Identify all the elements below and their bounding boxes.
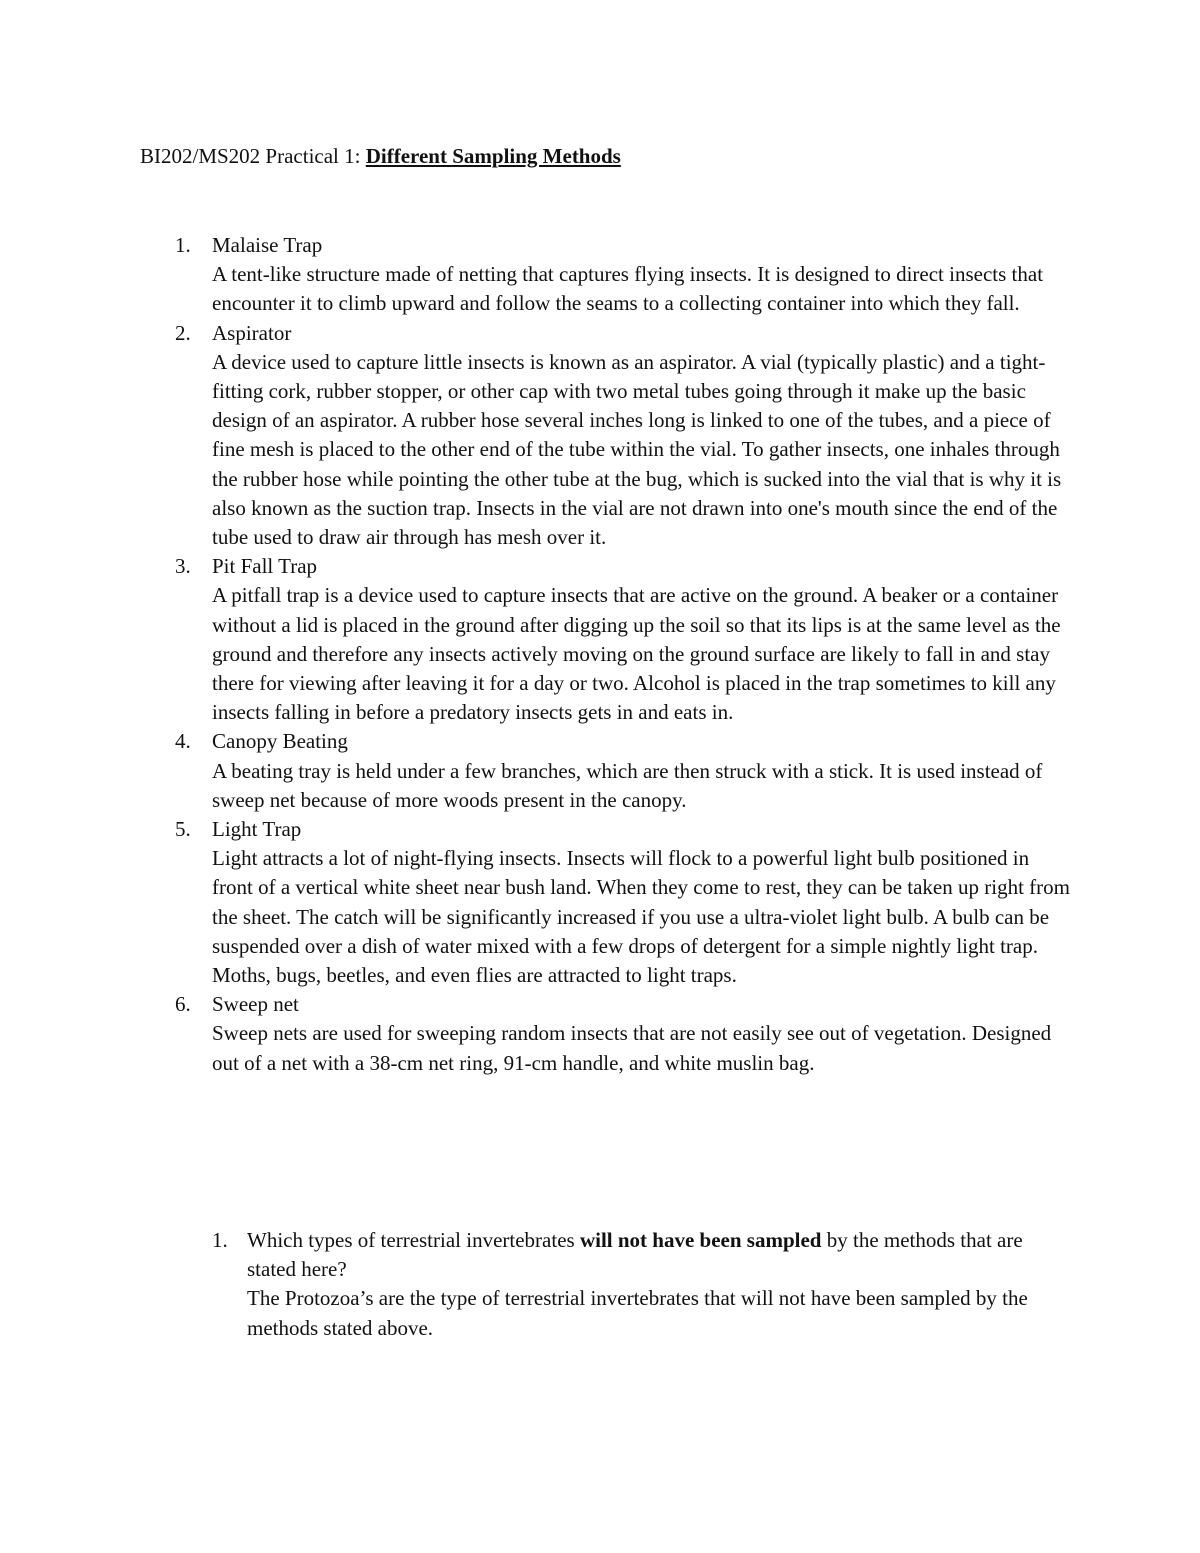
question-text bbox=[247, 1228, 1023, 1281]
list-item bbox=[140, 552, 1070, 727]
list-item bbox=[140, 319, 1070, 553]
list-item bbox=[140, 231, 1070, 319]
method-name: Malaise Trap bbox=[212, 233, 323, 257]
method-name: Pit Fall Trap bbox=[212, 554, 318, 579]
method-description: A pitfall trap is a device used to capture insects that are active on the ground. A beaker or a container without a lid is placed in the ground after digging up the soil so that its lips is at the same level as the ground and therefore any insects actively moving on the ground surface are likely to fall in and stay there for viewing after leaving it for a day or two. Alcohol is placed in the trap sometimes to kill any insects falling in before a predatory insects gets in and eats in. bbox=[212, 583, 1061, 725]
title-prefix: BI202/MS202 Practical 1: bbox=[140, 144, 366, 168]
list-item-number: 4. bbox=[175, 729, 191, 754]
method-name: Aspirator bbox=[212, 320, 292, 345]
list-item bbox=[140, 727, 1070, 815]
list-item-number: 6. bbox=[175, 992, 191, 1017]
title-emphasis: Different Sampling Methods bbox=[365, 144, 621, 168]
method-description: Light attracts a lot of night-flying insects. Insects will flock to a powerful light bulb positioned in front of a vertical white sheet near bush land. When they come to rest, they can be taken up right from the sheet. The catch will be significantly increased if you use a ultra-violet light bulb. A bulb can be suspended over a dish of water mixed with a few drops of detergent for a simple nightly light trap. Moths, bugs, beetles, and even flies are attracted to light traps. bbox=[212, 846, 1070, 988]
questions-list bbox=[212, 1226, 1072, 1343]
list-item-number: 5. bbox=[175, 817, 191, 842]
question-text-end: by the methods that are stated here? bbox=[247, 1228, 1023, 1282]
question-number: 1. bbox=[212, 1228, 228, 1252]
method-description: Sweep nets are used for sweeping random insects that are not easily see out of vegetation. Designed out of a net with a 38-cm net ring, 91-cm handle, and white muslin bag. bbox=[212, 1021, 1052, 1075]
question-text-bold: will not have been sampled bbox=[579, 1228, 822, 1252]
sampling-methods-list bbox=[140, 231, 1070, 1078]
method-name: Sweep net bbox=[212, 992, 299, 1017]
page-title bbox=[140, 142, 621, 171]
method-description: A tent-like structure made of netting that captures flying insects. It is designed to direct insects that encounter it to climb upward and follow the seams to a collecting container into which they fall. bbox=[212, 262, 1044, 316]
list-item bbox=[140, 815, 1070, 990]
method-description: A beating tray is held under a few branches, which are then struck with a stick. It is used instead of sweep net because of more woods present in the canopy. bbox=[212, 758, 1043, 812]
method-name: Light Trap bbox=[212, 817, 302, 842]
question-item bbox=[212, 1226, 1072, 1343]
list-item-number: 2. bbox=[175, 320, 191, 345]
list-item-number: 1. bbox=[175, 233, 191, 257]
method-name: Canopy Beating bbox=[212, 729, 348, 754]
list-item bbox=[140, 990, 1070, 1078]
method-description: A device used to capture little insects is known as an aspirator. A vial (typically plastic) and a tight-fitting cork, rubber stopper, or other cap with two metal tubes going through it make up the basic design of an aspirator. A rubber hose several inches long is linked to one of the tubes, and a piece of fine mesh is placed to the other end of the tube within the vial. To gather insects, one inhales through the rubber hose while pointing the other tube at the bug, which is sucked into the vial that is why it is also known as the suction trap. Insects in the vial are not drawn into one's mouth since the end of the tube used to draw air through has mesh over it. bbox=[212, 349, 1062, 550]
question-answer: The Protozoa’s are the type of terrestrial invertebrates that will not have been sampled by the methods stated above. bbox=[247, 1286, 1028, 1340]
list-item-number: 3. bbox=[175, 554, 191, 579]
question-text-start: Which types of terrestrial invertebrates bbox=[247, 1228, 580, 1252]
